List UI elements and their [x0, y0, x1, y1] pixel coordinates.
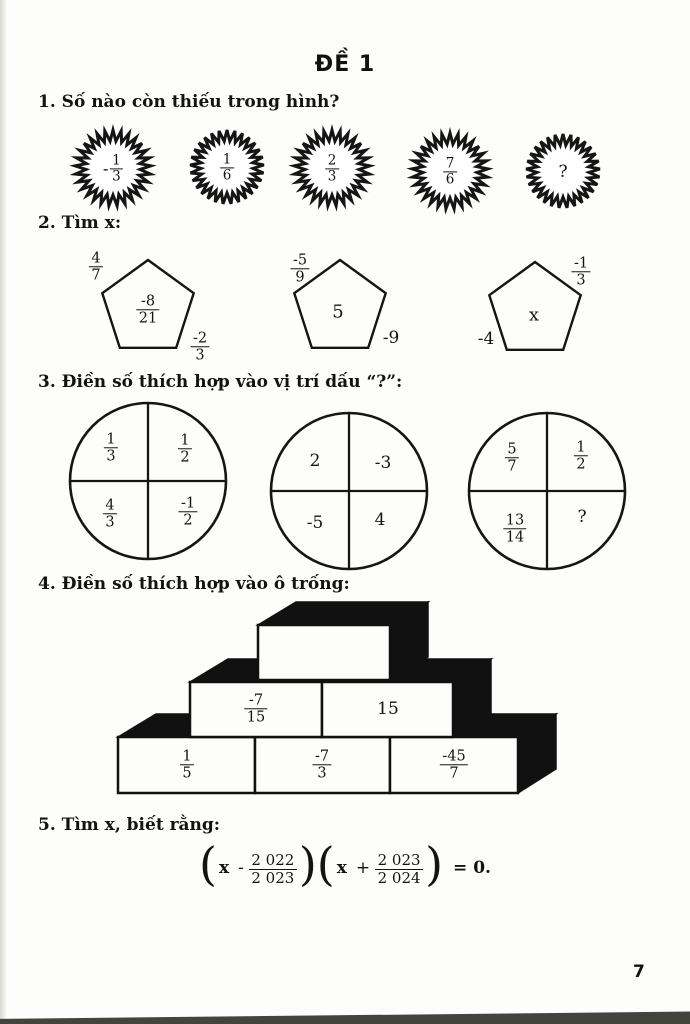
circle-3-quadrant-value: 1 2	[574, 439, 588, 472]
circle-2-quadrant-value: 2	[309, 451, 321, 471]
starburst-1-value: - 1 3	[103, 153, 123, 184]
open-paren: (	[199, 837, 217, 892]
page-number: 7	[633, 962, 645, 982]
pentagon-1-center-value: -8 21	[136, 293, 159, 326]
equation-variable: x	[218, 858, 230, 878]
open-paren: (	[316, 837, 335, 892]
circle-1-quadrant-value: 4 3	[103, 497, 117, 530]
circle-2-quadrant-value: -3	[374, 453, 392, 473]
pyramid-bottom-cell-value: -7 3	[312, 748, 331, 781]
question-5-label: 5. Tìm x, biết rằng:	[38, 815, 221, 835]
pentagon-1-outer-label: 4 7	[89, 250, 103, 283]
circle-3-quadrant-value: 5 7	[505, 441, 519, 474]
starburst-4-value: 7 6	[443, 156, 457, 187]
circle-1-quadrant-value: 1 2	[178, 432, 192, 465]
pyramid-bottom-cell-value: 1 5	[180, 748, 194, 781]
circle-2-quadrant-value: -5	[306, 513, 324, 533]
scan-edge-artifact-left	[0, 0, 7, 1024]
equation-variable: x	[336, 858, 347, 878]
pentagon-3-center-value: x	[528, 304, 540, 326]
plus-operator: +	[355, 858, 371, 878]
equation-result: = 0.	[453, 858, 491, 878]
question-3-label: 3. Điền số thích hợp vào vị trí dấu “?”:	[38, 372, 403, 392]
pentagon-2-outer-label: -5 9	[290, 252, 309, 285]
starburst-3-value: 2 3	[325, 153, 339, 184]
circle-2-quadrant-value: 4	[374, 510, 386, 530]
starburst-5-value: ?	[558, 162, 568, 182]
equation	[0, 837, 690, 896]
minus-operator: -	[238, 858, 244, 878]
circle-1-quadrant-value: 1 3	[104, 431, 118, 464]
close-paren: )	[425, 837, 444, 892]
equation-fraction-1: $\frac{2 022}{2 023}$	[249, 850, 299, 887]
question-1-label: 1. Số nào còn thiếu trong hình?	[38, 92, 340, 112]
pentagon-2-outer-label: -9	[382, 328, 400, 348]
pyramid-middle-cell-value: -7 15	[244, 692, 267, 725]
pentagon-3-outer-label: -4	[477, 329, 495, 349]
pyramid-cell-empty	[258, 625, 390, 680]
equation-fraction-2: $\frac{2 023}{2 024}$	[375, 850, 425, 887]
pyramid-bottom-cell-value: -45 7	[440, 748, 468, 781]
pentagon-1-outer-label: -2 3	[190, 330, 209, 363]
question-4-label: 4. Điền số thích hợp vào ô trống:	[38, 574, 350, 594]
circle-3-quadrant-value: ?	[577, 507, 587, 527]
circle-3-quadrant-value: 13 14	[503, 512, 526, 545]
starburst-2-value: 1 6	[220, 152, 234, 183]
question-2-label: 2. Tìm x:	[38, 213, 122, 233]
page-title: ĐỀ 1	[314, 52, 376, 77]
circle-1-quadrant-value: -1 2	[178, 495, 197, 528]
pentagon-3-outer-label: -1 3	[571, 255, 590, 288]
pentagon-2-center-value: 5	[332, 301, 344, 323]
pyramid-middle-cell-value: 15	[377, 699, 399, 719]
close-paren: )	[298, 837, 317, 892]
